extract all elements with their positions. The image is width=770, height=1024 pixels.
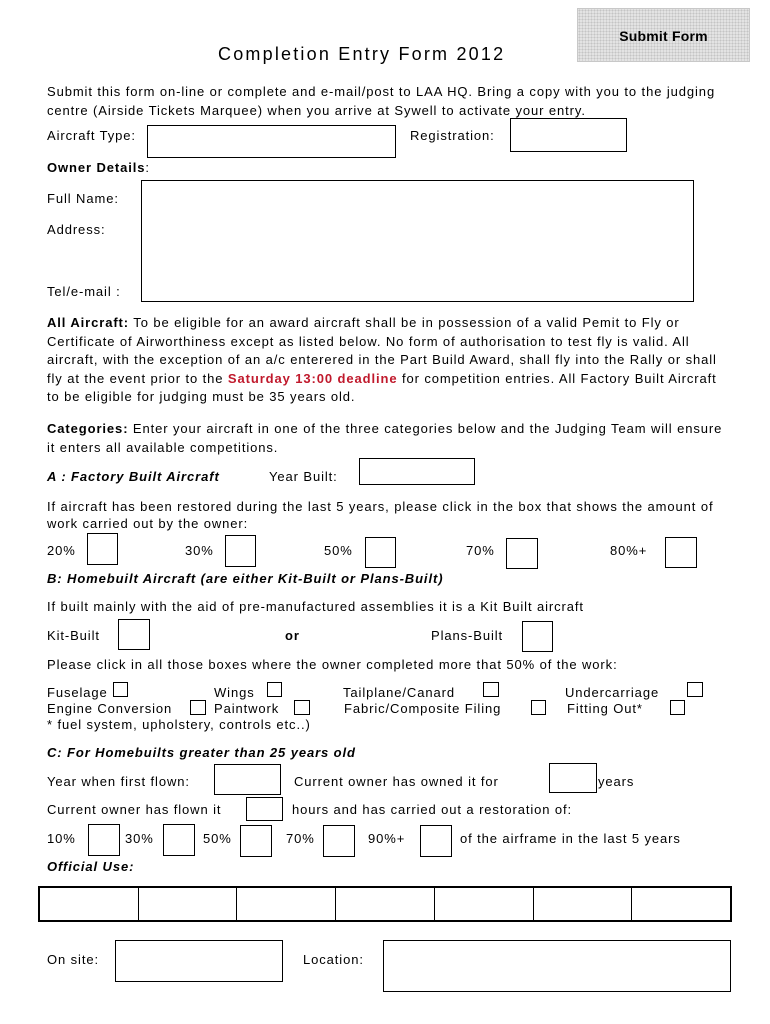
- engine-conversion-checkbox[interactable]: [190, 700, 206, 715]
- pct-label-a: 30%: [185, 543, 214, 558]
- official-cell[interactable]: [632, 888, 730, 920]
- owned-for-label: Current owner has owned it for: [294, 774, 499, 789]
- undercarriage-label: Undercarriage: [565, 685, 660, 700]
- click-boxes-text: Please click in all those boxes where the owner completed more that 50% of the work:: [47, 657, 618, 672]
- official-use-heading: Official Use:: [47, 859, 135, 874]
- submit-form-button[interactable]: Submit Form: [577, 8, 750, 62]
- location-input[interactable]: [383, 940, 731, 992]
- fitting-out-label: Fitting Out*: [567, 701, 643, 716]
- owner-details-heading: Owner Details:: [47, 160, 150, 175]
- categories-text: Categories: Enter your aircraft in one of the three categories below and the Judging Team will ensure it enters all available competitions.: [47, 421, 723, 455]
- pct-50-checkbox[interactable]: [365, 537, 396, 568]
- footnote: * fuel system, upholstery, controls etc..): [47, 717, 311, 732]
- fuselage-label: Fuselage: [47, 685, 108, 700]
- restoration-10-checkbox[interactable]: [88, 824, 120, 856]
- pct-label-c: 50%: [203, 831, 232, 846]
- undercarriage-checkbox[interactable]: [687, 682, 703, 697]
- airframe-text: of the airframe in the last 5 years: [460, 831, 681, 846]
- restoration-50-checkbox[interactable]: [240, 825, 272, 857]
- hours-text: hours and has carried out a restoration of:: [292, 802, 573, 817]
- pct-20-checkbox[interactable]: [87, 533, 118, 565]
- on-site-label: On site:: [47, 952, 99, 967]
- pct-label-c: 90%+: [368, 831, 406, 846]
- fabric-checkbox[interactable]: [531, 700, 546, 715]
- year-built-label: Year Built:: [269, 469, 338, 484]
- full-name-label: Full Name:: [47, 191, 119, 206]
- intro-text: Submit this form on-line or complete and e-mail/post to LAA HQ. Bring a copy with you to the judging centre (Airside Tickets Marquee) when you arrive at Sywell to activate your entry.: [47, 84, 716, 118]
- wings-label: Wings: [214, 685, 255, 700]
- restored-text: If aircraft has been restored during the last 5 years, please click in the box that shows the amount of work carried out by the owner:: [47, 499, 714, 531]
- flown-hours-input[interactable]: [246, 797, 283, 821]
- kit-built-label: Kit-Built: [47, 628, 100, 643]
- official-cell[interactable]: [336, 888, 435, 920]
- address-label: Address:: [47, 222, 106, 237]
- official-cell[interactable]: [40, 888, 139, 920]
- official-cell[interactable]: [237, 888, 336, 920]
- paintwork-label: Paintwork: [214, 701, 280, 716]
- pct-label-a: 70%: [466, 543, 495, 558]
- owned-for-input[interactable]: [549, 763, 597, 793]
- registration-input[interactable]: [510, 118, 627, 152]
- wings-checkbox[interactable]: [267, 682, 282, 697]
- section-b-heading: B: Homebuilt Aircraft (are either Kit-Built or Plans-Built): [47, 571, 444, 586]
- section-c-heading: C: For Homebuilts greater than 25 years old: [47, 745, 356, 760]
- kit-built-checkbox[interactable]: [118, 619, 150, 650]
- section-a-heading: A : Factory Built Aircraft: [47, 469, 220, 484]
- fitting-out-checkbox[interactable]: [670, 700, 685, 715]
- paintwork-checkbox[interactable]: [294, 700, 310, 715]
- pct-80-checkbox[interactable]: [665, 537, 697, 568]
- aircraft-type-input[interactable]: [147, 125, 396, 158]
- official-cell[interactable]: [139, 888, 238, 920]
- first-flown-input[interactable]: [214, 764, 281, 795]
- pct-label-c: 10%: [47, 831, 76, 846]
- kit-built-text: If built mainly with the aid of pre-manufactured assemblies it is a Kit Built aircraft: [47, 599, 584, 614]
- tailplane-label: Tailplane/Canard: [343, 685, 455, 700]
- plans-built-label: Plans-Built: [431, 628, 504, 643]
- official-cell[interactable]: [534, 888, 633, 920]
- or-label: or: [285, 628, 300, 643]
- pct-70-checkbox[interactable]: [506, 538, 538, 569]
- page-title: Completion Entry Form 2012: [218, 44, 506, 64]
- years-label: years: [598, 774, 635, 789]
- year-built-input[interactable]: [359, 458, 475, 485]
- fabric-label: Fabric/Composite Filing: [344, 701, 502, 716]
- pct-label-c: 30%: [125, 831, 154, 846]
- on-site-input[interactable]: [115, 940, 283, 982]
- plans-built-checkbox[interactable]: [522, 621, 553, 652]
- flown-it-label: Current owner has flown it: [47, 802, 222, 817]
- official-use-table: [38, 886, 732, 922]
- all-aircraft-text: All Aircraft: To be eligible for an award aircraft shall be in possession of a valid Pemit to Fly or Certificate of Airworthiness except as listed below. No form of authorisation to test fly is valid. All aircraft, with the exception of an a/c enterered in the Part Build Award, shall fly into the Rally or shall fly at the event prior to the Saturday 13:00 deadline for competition entries. All Factory Built Aircraft to be eligible for judging must be 35 years old.: [47, 315, 717, 405]
- owner-details-input[interactable]: [141, 180, 694, 302]
- registration-label: Registration:: [410, 128, 495, 143]
- pct-label-a: 80%+: [610, 543, 648, 558]
- pct-label-c: 70%: [286, 831, 315, 846]
- restoration-30-checkbox[interactable]: [163, 824, 195, 856]
- restoration-90-checkbox[interactable]: [420, 825, 452, 857]
- official-cell[interactable]: [435, 888, 534, 920]
- location-label: Location:: [303, 952, 364, 967]
- pct-label-a: 50%: [324, 543, 353, 558]
- pct-30-checkbox[interactable]: [225, 535, 256, 567]
- tel-email-label: Tel/e-mail :: [47, 284, 121, 299]
- tailplane-checkbox[interactable]: [483, 682, 499, 697]
- first-flown-label: Year when first flown:: [47, 774, 190, 789]
- restoration-70-checkbox[interactable]: [323, 825, 355, 857]
- aircraft-type-label: Aircraft Type:: [47, 128, 136, 143]
- pct-label-a: 20%: [47, 543, 76, 558]
- engine-conversion-label: Engine Conversion: [47, 701, 173, 716]
- fuselage-checkbox[interactable]: [113, 682, 128, 697]
